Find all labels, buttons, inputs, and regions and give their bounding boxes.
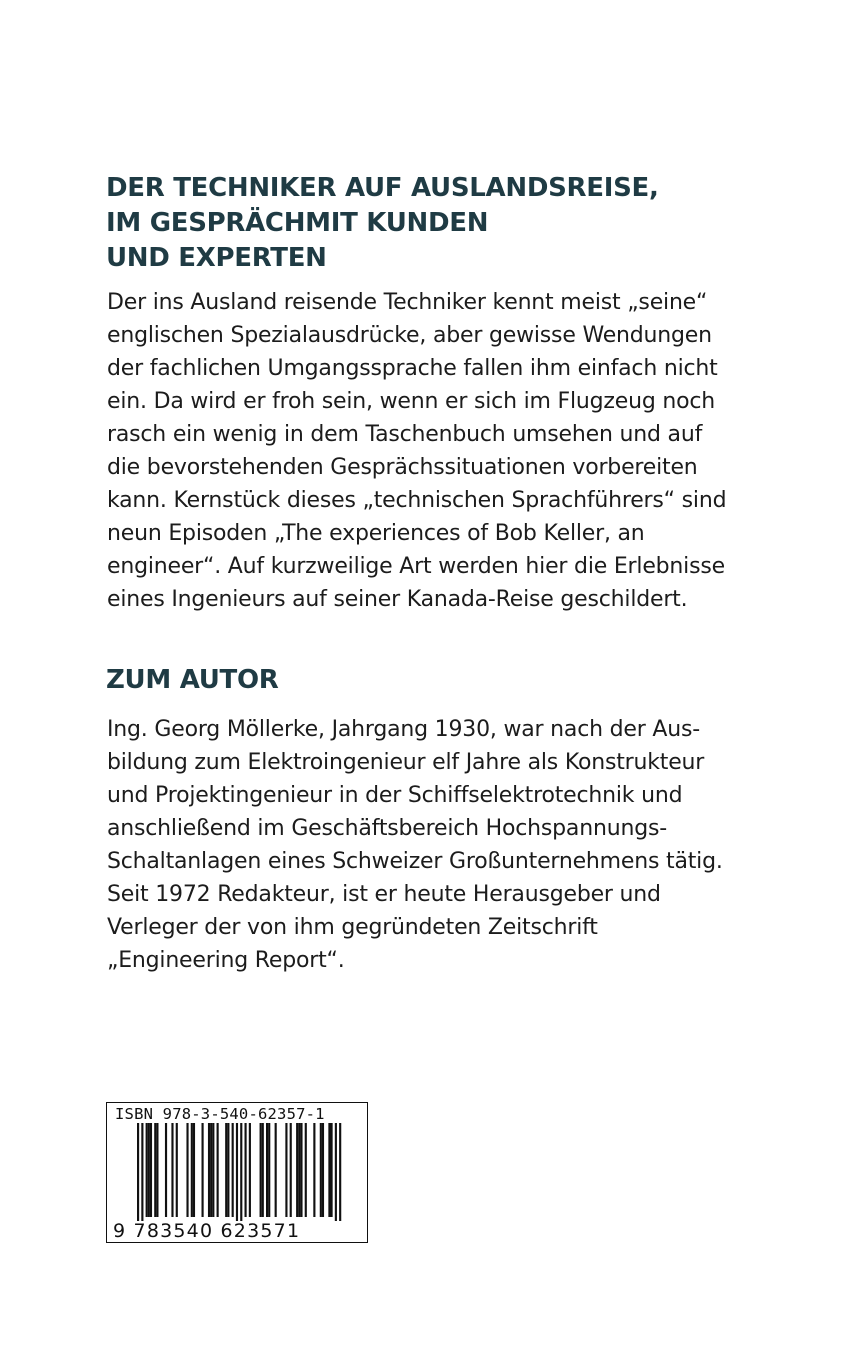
barcode-bar xyxy=(236,1123,238,1221)
barcode-bar xyxy=(298,1123,300,1217)
text-line: „Engineering Report“. xyxy=(107,948,345,973)
heading-line: UND EXPERTEN xyxy=(106,243,327,273)
barcode-bar xyxy=(150,1123,152,1217)
barcode-bar xyxy=(202,1123,204,1217)
text-line: neun Episoden „The experiences of Bob Keller, an xyxy=(107,521,645,546)
section-heading-book-description xyxy=(106,171,659,276)
barcode-bar xyxy=(339,1123,341,1221)
text-line: Schaltanlagen eines Schweizer Großunternehmens tätig. xyxy=(107,849,723,874)
text-line: Seit 1972 Redakteur, ist er heute Herausgeber und xyxy=(107,882,661,907)
text-line: Ing. Georg Möllerke, Jahrgang 1930, war nach der Aus- xyxy=(107,717,700,742)
text-line: anschließend im Geschäftsbereich Hochspannungs- xyxy=(107,816,667,841)
barcode-bar xyxy=(212,1123,214,1217)
barcode-bar xyxy=(141,1123,143,1221)
barcode-bar xyxy=(154,1123,156,1217)
heading-line: DER TECHNIKER AUF AUSLANDSREISE, xyxy=(106,173,659,203)
barcode-bar xyxy=(146,1123,148,1217)
barcode-bar xyxy=(156,1123,158,1217)
text-line: Der ins Ausland reisende Techniker kennt meist „seine“ xyxy=(107,290,708,315)
barcode-bar xyxy=(165,1123,167,1217)
barcode-bar xyxy=(191,1123,193,1217)
barcode-bar xyxy=(331,1123,333,1217)
barcode-bar xyxy=(322,1123,324,1217)
text-line: rasch ein wenig in dem Taschenbuch umsehen und auf xyxy=(107,422,703,447)
barcode-bar xyxy=(225,1123,227,1217)
book-description-paragraph xyxy=(107,286,726,616)
barcode-bar xyxy=(227,1123,229,1217)
barcode-bar xyxy=(296,1123,298,1217)
barcode-bar xyxy=(320,1123,322,1217)
barcode-bar xyxy=(208,1123,210,1217)
barcode-bar xyxy=(328,1123,330,1217)
barcode-bar xyxy=(193,1123,195,1217)
barcode-bar xyxy=(285,1123,287,1217)
barcode-bar xyxy=(313,1123,315,1217)
text-line: engineer“. Auf kurzweilige Art werden hier die Erlebnisse xyxy=(107,554,725,579)
barcode-bar xyxy=(249,1123,251,1217)
heading-line: IM GESPRÄCHMIT KUNDEN xyxy=(106,208,489,238)
section-heading-about-author xyxy=(106,663,278,698)
barcode-bars xyxy=(107,1123,366,1221)
text-line: eines Ingenieurs auf seiner Kanada-Reise geschildert. xyxy=(107,587,688,612)
barcode-bar xyxy=(137,1123,139,1221)
text-line: bildung zum Elektroingenieur elf Jahre als Konstrukteur xyxy=(107,750,705,775)
barcode-bar xyxy=(148,1123,150,1217)
barcode-digits: 9 783540 623571 xyxy=(113,1220,301,1242)
heading-line: ZUM AUTOR xyxy=(106,665,279,695)
barcode-bar xyxy=(300,1123,302,1217)
barcode-bar xyxy=(305,1123,307,1217)
barcode-bar xyxy=(335,1123,337,1221)
text-line: englischen Spezialausdrücke, aber gewisse Wendungen xyxy=(107,323,712,348)
text-line: und Projektingenieur in der Schiffselektrotechnik und xyxy=(107,783,683,808)
text-line: Verleger der von ihm gegründeten Zeitschrift xyxy=(107,915,598,940)
barcode-bar xyxy=(171,1123,173,1217)
barcode-bar xyxy=(245,1123,247,1217)
text-line: die bevorstehenden Gesprächssituationen vorbereiten xyxy=(107,455,698,480)
barcode-bar xyxy=(266,1123,268,1217)
text-line: der fachlichen Umgangssprache fallen ihm einfach nicht xyxy=(107,356,718,381)
barcode-bar xyxy=(240,1123,242,1221)
barcode-bar xyxy=(275,1123,277,1217)
isbn-barcode xyxy=(106,1102,368,1243)
text-line: ein. Da wird er froh sein, wenn er sich im Flugzeug noch xyxy=(107,389,716,414)
barcode-bar xyxy=(262,1123,264,1217)
barcode-bar xyxy=(186,1123,188,1217)
barcode-bar xyxy=(210,1123,212,1217)
text-line: kann. Kernstück dieses „technischen Sprachführers“ sind xyxy=(107,488,727,513)
barcode-bar xyxy=(290,1123,292,1217)
barcode-bar xyxy=(232,1123,234,1217)
barcode-bar xyxy=(176,1123,178,1217)
barcode-bar xyxy=(268,1123,270,1217)
isbn-label: ISBN 978-3-540-62357-1 xyxy=(115,1105,325,1123)
author-bio-paragraph xyxy=(107,713,723,977)
barcode-bar xyxy=(217,1123,219,1217)
barcode-bar xyxy=(260,1123,262,1217)
